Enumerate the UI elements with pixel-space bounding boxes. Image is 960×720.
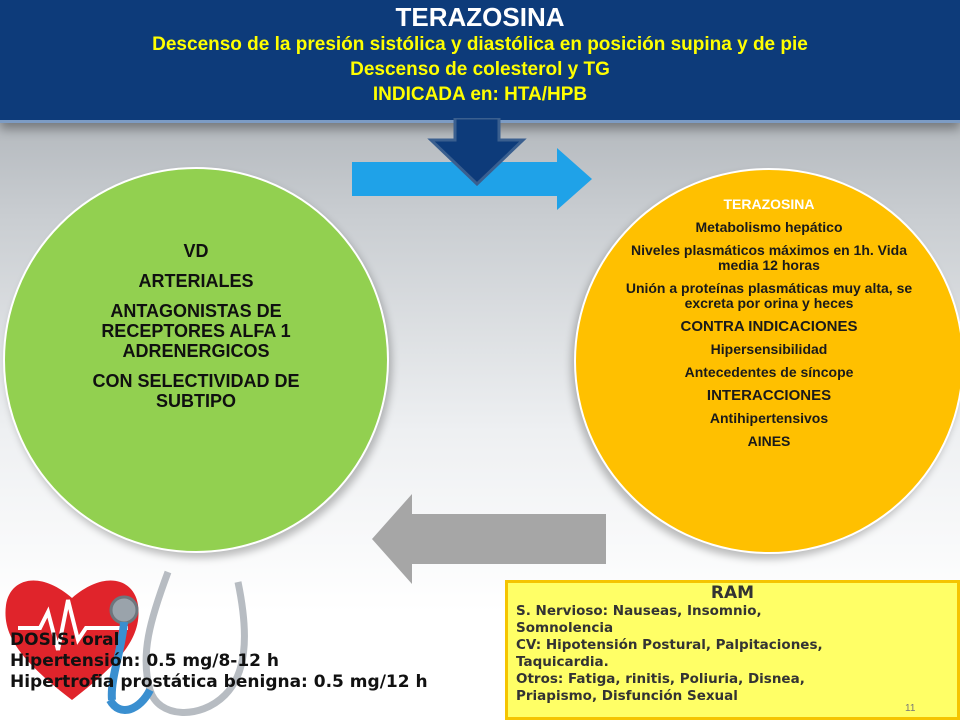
mechanism-circle bbox=[3, 167, 389, 553]
ram-line: Priapismo, Disfunción Sexual bbox=[516, 688, 738, 704]
ram-line: Otros: Fatiga, rinitis, Poliuria, Disnea, bbox=[516, 671, 805, 687]
slide-number: 11 bbox=[905, 703, 916, 714]
left-arrow-icon bbox=[372, 494, 608, 584]
dosis-line: DOSIS: oral bbox=[10, 630, 120, 650]
down-arrow-icon bbox=[427, 118, 527, 186]
dosis-block bbox=[10, 630, 428, 693]
dosis-line: Hipertensión: 0.5 mg/8-12 h bbox=[10, 651, 280, 671]
ram-box bbox=[505, 580, 960, 720]
interactions-title: INTERACCIONES bbox=[706, 387, 832, 404]
banner-line-1: Descenso de la presión sistólica y diastólica en posición supina y de pie bbox=[152, 34, 808, 55]
interaction-item: AINES bbox=[747, 433, 791, 449]
banner-title: TERAZOSINA bbox=[395, 2, 565, 32]
banner-line-2: Descenso de colesterol y TG bbox=[350, 59, 610, 80]
ram-title: RAM bbox=[710, 583, 755, 603]
mechanism-line-arteriales: ARTERIALES bbox=[138, 271, 254, 291]
banner-line-3: INDICADA en: HTA/HPB bbox=[372, 84, 588, 105]
ram-line: Somnolencia bbox=[516, 620, 614, 636]
mechanism-line-antagonistas: ANTAGONISTAS DE RECEPTORES ALFA 1 ADRENERGICOS bbox=[101, 301, 291, 361]
mechanism-line-vd: VD bbox=[183, 241, 209, 261]
pharmacology-item-union: Unión a proteínas plasmáticas muy alta, se excreta por orina y heces bbox=[625, 280, 913, 311]
ram-line: S. Nervioso: Nauseas, Insomnio, bbox=[516, 603, 762, 619]
pharmacology-item-niveles: Niveles plasmáticos máximos en 1h. Vida media 12 horas bbox=[631, 242, 907, 273]
contraindication-item: Hipersensibilidad bbox=[710, 341, 828, 357]
dosis-line: Hipertrofia prostática benigna: 0.5 mg/12 h bbox=[10, 672, 428, 692]
contraindications-title: CONTRA INDICACIONES bbox=[680, 318, 858, 335]
ram-line: Taquicardia. bbox=[516, 654, 609, 670]
title-banner bbox=[0, 0, 960, 123]
pharmacology-item-metabolismo: Metabolismo hepático bbox=[695, 219, 843, 235]
pharmacology-title: TERAZOSINA bbox=[723, 196, 815, 212]
ram-line: CV: Hipotensión Postural, Palpitaciones, bbox=[516, 637, 823, 653]
interaction-item: Antihipertensivos bbox=[709, 410, 829, 426]
mechanism-line-selectividad: CON SELECTIVIDAD DE SUBTIPO bbox=[92, 371, 300, 411]
pharmacology-circle bbox=[574, 168, 960, 554]
contraindication-item: Antecedentes de síncope bbox=[684, 364, 854, 380]
